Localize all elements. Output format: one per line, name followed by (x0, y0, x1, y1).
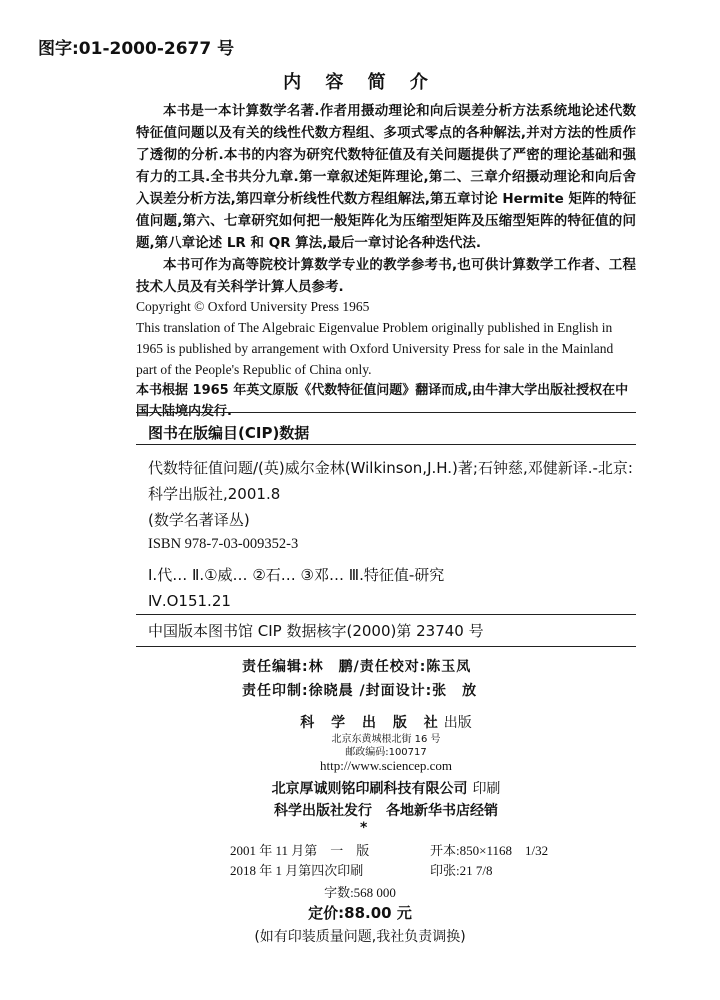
separator-star: * (360, 820, 368, 836)
printing-info: 2018 年 1 月第四次印刷 (230, 863, 364, 878)
divider (136, 646, 636, 647)
word-count: 字数:568 000 (324, 885, 396, 900)
isbn: ISBN 978-7-03-009352-3 (148, 536, 299, 552)
printing-row (230, 860, 590, 879)
cip-entry (148, 455, 638, 533)
divider (136, 444, 636, 445)
price: 定价:88.00 元 (308, 904, 412, 922)
divider (136, 412, 636, 413)
copyright-line: Copyright © Oxford University Press 1965 (136, 299, 370, 314)
publisher-url: http://www.sciencep.com (319, 758, 452, 773)
cip-bibliographic-entry: 代数特征值问题/(英)威尔金林(Wilkinson,J.H.)著;石钟慈,邓健新译.-北京:科学出版社,2001.8 (148, 459, 633, 503)
classification-line: Ⅰ.代… Ⅱ.①威… ②石… ③邓… Ⅲ.特征值-研究 (148, 566, 445, 584)
distribution-line: 科学出版社发行 各地新华书店经销 (274, 803, 498, 819)
printer-name: 北京厚诚则铭印刷科技有限公司 (271, 781, 468, 797)
register-number: 图字:01-2000-2677 号 (38, 39, 235, 59)
book-format: 开本:850×1168 1/32 (430, 843, 549, 858)
copyright-block (136, 296, 636, 422)
printer-line (136, 778, 636, 798)
classification-line: Ⅳ.O151.21 (148, 592, 231, 610)
cip-classification (148, 562, 638, 614)
printer-suffix: 印刷 (472, 781, 501, 797)
edition-row (230, 840, 590, 859)
summary-paragraph: 本书可作为高等院校计算数学专业的教学参考书,也可供计算数学工作者、工程技术人员及有关科学计算人员参考. (136, 257, 636, 295)
cip-heading: 图书在版编目(CIP)数据 (148, 424, 310, 442)
summary-paragraph: 本书是一本计算数学名著.作者用摄动理论和向后误差分析方法系统地论述代数特征值问题以及有关的线性代数方程组、多项式零点的各种解法,并对方法的性质作了透彻的分析.本书的内容为研究代数特征值及有关问题提供了严密的理论基础和强有力的工具.全书共分九章.第一章叙述矩阵理论,第二、三章介绍摄动理论和向后舍入误差分析方法,第四章分析线性代数方程组解法,第五章讨论 Hermite 矩阵的特征值问题,第六、七章研究如何把一般矩阵化为压缩型矩阵及压缩型矩阵的特征值的问题,第八章论述 LR 和 QR 算法,最后一章讨论各种迭代法. (136, 103, 636, 251)
summary-body (136, 100, 636, 298)
cip-number: 中国版本图书馆 CIP 数据核字(2000)第 23740 号 (148, 622, 484, 640)
translation-notice-cn: 本书根据 1965 年英文原版《代数特征值问题》翻译而成,由牛津大学出版社授权在中国大陆境内发行. (136, 383, 629, 419)
publisher-seal-text: 科 学 出 版 社 (300, 715, 444, 731)
publisher-address: 北京东黄城根北街 16 号 (331, 734, 441, 745)
credits-production: 责任印制:徐晓晨 /封面设计:张 放 (242, 683, 478, 699)
publisher-name (136, 712, 636, 732)
cip-series: (数学名著译丛) (148, 511, 250, 529)
credits-editors: 责任编辑:林 鹏/责任校对:陈玉凤 (242, 659, 472, 675)
first-edition: 2001 年 11 月第 一 版 (230, 843, 370, 858)
printed-sheets: 印张:21 7/8 (430, 863, 493, 878)
publisher-suffix: 出版 (443, 715, 472, 731)
quality-note: (如有印装质量问题,我社负责调换) (254, 929, 466, 945)
divider (136, 614, 636, 615)
summary-title: 内 容 简 介 (283, 72, 437, 93)
publisher-postcode: 邮政编码:100717 (345, 747, 427, 758)
translation-notice: This translation of The Algebraic Eigenvalue Problem originally published in English in 1965 is published by arrangement with Oxford University Press for sale in the Mainland part of the People's Republic of China only. (136, 320, 614, 377)
